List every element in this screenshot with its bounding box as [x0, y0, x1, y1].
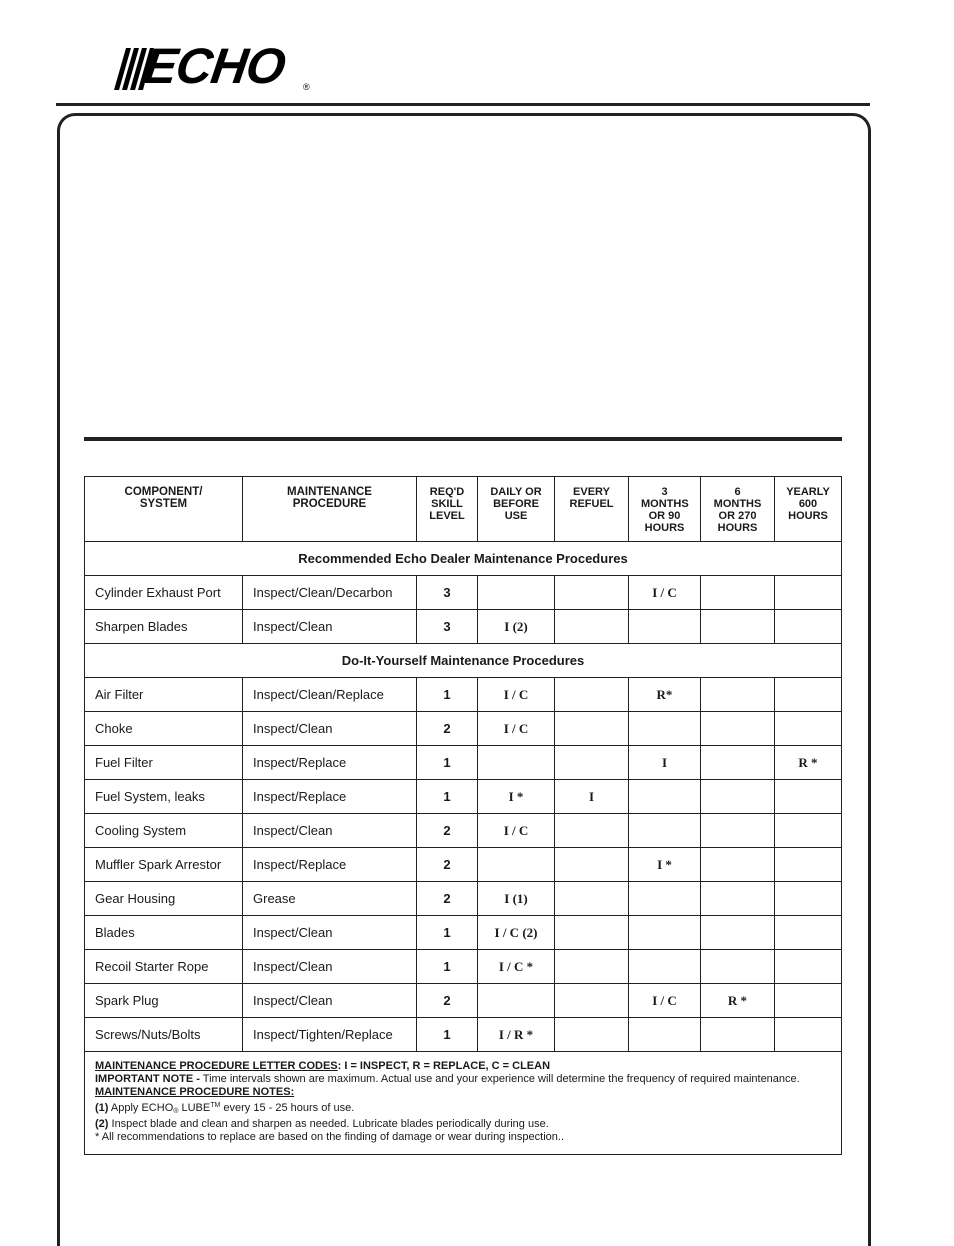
table-row	[85, 916, 842, 950]
note-1	[95, 1099, 831, 1118]
cell-procedure: Inspect/Clean	[243, 712, 417, 746]
logo-wordmark: ECHO	[140, 38, 289, 94]
cell-m3	[629, 950, 701, 984]
note-2-label: (2)	[95, 1118, 109, 1130]
cell-m6	[701, 712, 775, 746]
table-row	[85, 678, 842, 712]
cell-m6	[701, 950, 775, 984]
cell-yearly	[775, 678, 842, 712]
letter-codes-label: MAINTENANCE PROCEDURE LETTER CODES	[95, 1060, 338, 1072]
cell-refuel	[555, 746, 629, 780]
cell-m6	[701, 610, 775, 644]
cell-procedure: Inspect/Replace	[243, 848, 417, 882]
cell-refuel	[555, 1018, 629, 1052]
cell-daily	[478, 576, 555, 610]
cell-refuel	[555, 678, 629, 712]
note-1-reg: ®	[173, 1108, 179, 1115]
cell-m6	[701, 780, 775, 814]
note-1-label: (1)	[95, 1102, 109, 1114]
table-row	[85, 746, 842, 780]
cell-yearly	[775, 1018, 842, 1052]
cell-refuel	[555, 984, 629, 1018]
cell-component: Air Filter	[85, 678, 243, 712]
header-component: COMPONENT/ SYSTEM	[85, 477, 243, 542]
cell-skill: 1	[417, 678, 478, 712]
section-rule	[84, 437, 842, 441]
table-row	[85, 984, 842, 1018]
header-refuel: EVERY REFUEL	[555, 477, 629, 542]
cell-m3: I	[629, 746, 701, 780]
cell-m6	[701, 848, 775, 882]
registered-mark: ®	[303, 82, 310, 92]
table-row	[85, 814, 842, 848]
cell-procedure: Inspect/Clean	[243, 984, 417, 1018]
cell-component: Gear Housing	[85, 882, 243, 916]
cell-refuel	[555, 848, 629, 882]
cell-component: Screws/Nuts/Bolts	[85, 1018, 243, 1052]
cell-refuel	[555, 950, 629, 984]
header-procedure: MAINTENANCE PROCEDURE	[243, 477, 417, 542]
cell-component: Sharpen Blades	[85, 610, 243, 644]
cell-daily	[478, 848, 555, 882]
cell-skill: 1	[417, 1018, 478, 1052]
cell-skill: 2	[417, 814, 478, 848]
cell-daily: I / C	[478, 712, 555, 746]
procedure-notes-heading	[95, 1086, 831, 1099]
cell-skill: 2	[417, 882, 478, 916]
cell-component: Choke	[85, 712, 243, 746]
header-3-months: 3 MONTHS OR 90 HOURS	[629, 477, 701, 542]
important-note-label: IMPORTANT NOTE -	[95, 1073, 200, 1085]
cell-refuel	[555, 814, 629, 848]
section-row-diy	[85, 644, 842, 678]
cell-procedure: Inspect/Clean	[243, 950, 417, 984]
cell-skill: 2	[417, 848, 478, 882]
cell-yearly	[775, 950, 842, 984]
cell-m3	[629, 712, 701, 746]
cell-m6	[701, 814, 775, 848]
cell-m6: R *	[701, 984, 775, 1018]
echo-logo	[114, 38, 314, 94]
table-header-row	[85, 477, 842, 542]
section-row-dealer	[85, 542, 842, 576]
cell-m3: I / C	[629, 576, 701, 610]
diy-rows	[85, 678, 842, 1052]
cell-skill: 1	[417, 780, 478, 814]
header-6-months: 6 MONTHS OR 270 HOURS	[701, 477, 775, 542]
table-row	[85, 712, 842, 746]
cell-skill: 2	[417, 984, 478, 1018]
cell-component: Muffler Spark Arrestor	[85, 848, 243, 882]
cell-skill: 1	[417, 916, 478, 950]
cell-procedure: Inspect/Replace	[243, 780, 417, 814]
cell-daily: I (1)	[478, 882, 555, 916]
cell-m3	[629, 882, 701, 916]
cell-m3	[629, 780, 701, 814]
cell-refuel	[555, 610, 629, 644]
note-3-text: * All recommendations to replace are based on the finding of damage or wear during inspection..	[95, 1131, 565, 1143]
cell-yearly	[775, 984, 842, 1018]
cell-component: Cylinder Exhaust Port	[85, 576, 243, 610]
header-yearly: YEARLY 600 HOURS	[775, 477, 842, 542]
cell-daily	[478, 746, 555, 780]
cell-refuel: I	[555, 780, 629, 814]
notes-cell	[85, 1052, 842, 1155]
cell-daily: I (2)	[478, 610, 555, 644]
cell-m6	[701, 678, 775, 712]
cell-daily: I / C	[478, 678, 555, 712]
cell-component: Fuel Filter	[85, 746, 243, 780]
cell-refuel	[555, 916, 629, 950]
table-row	[85, 1018, 842, 1052]
notes-row	[85, 1052, 842, 1155]
cell-m3: R*	[629, 678, 701, 712]
cell-procedure: Inspect/Clean	[243, 814, 417, 848]
dealer-rows	[85, 576, 842, 644]
cell-yearly	[775, 610, 842, 644]
cell-yearly: R *	[775, 746, 842, 780]
note-2-text: Inspect blade and clean and sharpen as needed. Lubricate blades periodically during use.	[108, 1118, 549, 1130]
cell-m3	[629, 814, 701, 848]
cell-procedure: Inspect/Clean	[243, 610, 417, 644]
cell-refuel	[555, 712, 629, 746]
cell-m3	[629, 610, 701, 644]
note-1-text-a: Apply ECHO	[108, 1102, 174, 1114]
cell-skill: 3	[417, 610, 478, 644]
cell-m6	[701, 916, 775, 950]
cell-daily: I / R *	[478, 1018, 555, 1052]
cell-component: Blades	[85, 916, 243, 950]
section-title: Recommended Echo Dealer Maintenance Procedures	[85, 542, 842, 576]
cell-procedure: Inspect/Clean	[243, 916, 417, 950]
cell-skill: 2	[417, 712, 478, 746]
letter-codes-line	[95, 1060, 831, 1073]
cell-daily: I / C (2)	[478, 916, 555, 950]
cell-m3: I *	[629, 848, 701, 882]
table-row	[85, 610, 842, 644]
cell-skill: 1	[417, 746, 478, 780]
cell-refuel	[555, 882, 629, 916]
cell-yearly	[775, 916, 842, 950]
important-note-text: Time intervals shown are maximum. Actual use and your experience will determine the frequency of required maintenance.	[199, 1073, 800, 1085]
cell-procedure: Inspect/Tighten/Replace	[243, 1018, 417, 1052]
cell-procedure: Inspect/Clean/Decarbon	[243, 576, 417, 610]
cell-yearly	[775, 712, 842, 746]
cell-yearly	[775, 814, 842, 848]
cell-m3: I / C	[629, 984, 701, 1018]
procedure-notes-label: MAINTENANCE PROCEDURE NOTES:	[95, 1086, 295, 1098]
note-2	[95, 1118, 831, 1131]
table-row	[85, 950, 842, 984]
table-row	[85, 780, 842, 814]
cell-refuel	[555, 576, 629, 610]
cell-m3	[629, 916, 701, 950]
cell-yearly	[775, 780, 842, 814]
cell-skill: 3	[417, 576, 478, 610]
cell-m3	[629, 1018, 701, 1052]
cell-m6	[701, 1018, 775, 1052]
cell-procedure: Grease	[243, 882, 417, 916]
cell-procedure: Inspect/Clean/Replace	[243, 678, 417, 712]
note-1-tm: TM	[210, 1102, 221, 1109]
table-row	[85, 848, 842, 882]
cell-yearly	[775, 848, 842, 882]
cell-m6	[701, 882, 775, 916]
cell-procedure: Inspect/Replace	[243, 746, 417, 780]
cell-daily: I / C	[478, 814, 555, 848]
important-note-line	[95, 1073, 831, 1086]
table-row	[85, 882, 842, 916]
header-daily: DAILY OR BEFORE USE	[478, 477, 555, 542]
note-3	[95, 1131, 831, 1144]
cell-yearly	[775, 882, 842, 916]
cell-component: Spark Plug	[85, 984, 243, 1018]
cell-daily: I / C *	[478, 950, 555, 984]
cell-skill: 1	[417, 950, 478, 984]
cell-m6	[701, 746, 775, 780]
note-1-text-b: LUBE	[178, 1102, 211, 1114]
table-row	[85, 576, 842, 610]
cell-daily	[478, 984, 555, 1018]
cell-component: Recoil Starter Rope	[85, 950, 243, 984]
cell-m6	[701, 576, 775, 610]
cell-daily: I *	[478, 780, 555, 814]
maintenance-schedule-table	[84, 476, 842, 1155]
header-skill: REQ'D SKILL LEVEL	[417, 477, 478, 542]
header-rule	[56, 103, 870, 106]
section-title: Do-It-Yourself Maintenance Procedures	[85, 644, 842, 678]
cell-component: Cooling System	[85, 814, 243, 848]
note-1-text-c: every 15 - 25 hours of use.	[220, 1102, 355, 1114]
cell-component: Fuel System, leaks	[85, 780, 243, 814]
letter-codes-text: : I = INSPECT, R = REPLACE, C = CLEAN	[337, 1060, 551, 1072]
cell-yearly	[775, 576, 842, 610]
